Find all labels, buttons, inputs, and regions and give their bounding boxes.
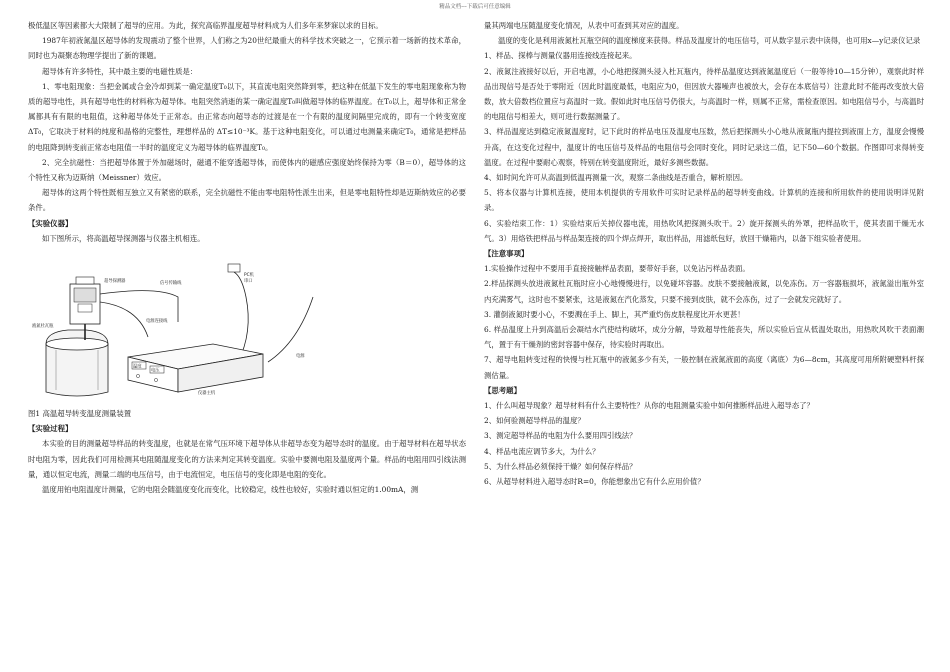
right-column	[484, 18, 924, 489]
paragraph-continuation: 量其两端电压随温度变化情况，从表中可查到其对应的温度。	[484, 21, 684, 30]
paragraph-procedure-1: 本实验的目的测量超导样品的转变温度，也就是在常气压环境下超导体从非超导态变为超导态时的温度。由于超导材料在超导状态时电阻为零，因此我们可用检测其电阻随温度变化的方法来判定其转变温度。实验中要测电阻及温度两个量。样品的电阻用四引线法测量，通以恒定电流，测量二端的电压信号，由于电流恒定，电压信号的变化即是电阻的变化。	[28, 439, 466, 479]
question-item: 4、样品电流应调节多大，为什么？	[484, 446, 600, 456]
label-power: 电源	[296, 354, 305, 360]
heading-instruments: 【实验仪器】	[28, 218, 73, 228]
question-item: 1、什么叫超导现象？超导材料有什么主要特性？从你的电阻测量实验中如何推断样品进入超导态了？	[484, 401, 814, 411]
question-item: 2、如何验测超导样品的温度？	[484, 416, 585, 426]
note-item: 7、超导电阻转变过程的快慢与杜瓦瓶中的液氮多少有关，一般控制在液氮液面的高度（离底）为6—8cm，其高度可用所附硬塑料杆探测估量。	[484, 355, 924, 380]
host-unit	[128, 344, 263, 392]
note-item: 6. 样品温度上升到高温后会凝结水汽使结构破坏，成分分解，导致超导性能丧失，所以实验后宜从低温处取出，用热吹风吹干表面潮气，置于有干燥剂的密封容器中保存，待实验时再取出。	[484, 325, 924, 350]
step-item: 6、实验结束工作：1）实验结束后关掉仪器电流，用热吹风把探测头吹干。2）旋开探测头的外罩，把样品吹干，使其表面干燥无水气。3）用烙铁把样品与样品架连接的四个焊点焊开，取出样品，用滤纸包好，放回干燥箱内，以备下组实验者使用。	[484, 218, 924, 243]
question-item: 3、测定超导样品的电阻为什么要用四引线法？	[484, 431, 637, 441]
heading-procedure: 【实验过程】	[28, 424, 73, 434]
paragraph-procedure-2: 温度用铂电阻温度计测量，它的电阻会随温度变化而变化，比较稳定，线性也较好，实验时通以恒定的1.00mA，测	[42, 485, 419, 495]
apparatus-figure	[28, 252, 328, 402]
note-item: 3. 灌倒液氮时要小心，不要溅在手上、脚上，其严重灼伤皮肤程度比开水更甚！	[484, 309, 745, 319]
left-column	[28, 18, 466, 497]
label-power-cable: 电源连接线	[146, 319, 168, 325]
label-host: 仪器主机	[198, 391, 216, 397]
label-probe: 超导探测器	[104, 279, 126, 285]
panel-label-volt: 电压	[151, 368, 160, 374]
panel-label-temp: 温度	[133, 364, 142, 370]
paragraph-sample-temp: 温度的变化是利用液氮杜瓦瓶空间的温度梯度来获得。样品及温度计的电压信号，可从数字显示表中读得，也可用x—y记录仪记录	[498, 36, 921, 46]
pc-port-connector	[228, 264, 240, 272]
label-dewar: 液氮杜瓦瓶	[32, 324, 54, 330]
step-item: 2、液氮注液接好以后，开启电源，小心地把探测头浸入杜瓦瓶内，待样品温度达到液氮温度后（一般等待10—15分钟），观察此时样品出现信号是否处于零附近（因此时温度最低，电阻应为0，但因放大器噪声也被放大，会存在本底信号）注意此时不能再改变放大倍数，放大倍数档位置应与高温时一致。假如此时电压信号仍很大，与高温时一样，则属不正常，需检查原因。如电阻信号小，与高温时的电阻信号相差大，则可进行数据测量了。	[484, 66, 924, 122]
paragraph-1987: 1987年初液氮温区超导体的发现震动了整个世界，人们称之为20世纪最重大的科学技术突破之一，它预示着一场新的技术革命，同时也为凝聚态物理学提出了新的课题。	[28, 36, 466, 61]
label-pc: PC机	[244, 273, 254, 279]
heading-notes: 【注意事项】	[484, 249, 529, 259]
label-signal-cable: 信号传输线	[160, 281, 182, 287]
paragraph-zero-resistance: 1、零电阻现象：当把金属或合金冷却到某一确定温度T₀以下，其直流电阻突然降到零，把这种在低温下发生的零电阻现象称为物质的超导电性，具有超导电性的材料称为超导体。电阻突然消逝的某一确定温度T₀叫做超导体的临界温度。在T₀以上，超导体和正常金属都具有有限的电阻值，这种超导体处于正常态。由正常态向超导态的过渡是在一个有限的温度间隔里完成的，即有一个转变宽度 ΔT₀，它取决于材料的纯度和晶格的完整性，理想样品的 ΔT≤10⁻³K。基于这种电阻变化，可以通过电测量来确定T₀，通常是把样品的电阻降到转变前正常态电阻值一半时的温度定义为超导体的临界温度T₀。	[28, 81, 466, 152]
step-item: 3、样品温度达到稳定液氮温度时，记下此时的样品电压及温度电压数，然后把探测头小心地从液氮瓶内提拉到液面上方，温度会慢慢升高，在这变化过程中，温度计的电压信号及样品的电阻信号会同时变化，同时记录这二值，记下50—60个数据。作图即可求得转变温度。在过程中要耐心观察，特别在转变温度附近，最好多测些数据。	[484, 127, 924, 167]
paragraph-instruments: 如下图所示，将高温超导探测器与仪器主机相连。	[42, 233, 205, 243]
paragraph-diamagnetism: 2、完全抗磁性：当把超导体置于外加磁场时，磁通不能穿透超导体，而使体内的磁感应强度始终保持为零（B＝0），超导体的这个特性又称为迈斯纳（Meissner）效应。	[28, 157, 466, 183]
page-header: 精品文档---下载后可任意编辑	[439, 4, 511, 10]
step-item: 1、样品、探棒与测量仪器用连接线连接起来。	[484, 51, 637, 61]
figure-caption: 图1 高温超导转变温度测量装置	[28, 409, 132, 419]
note-item: 2.样品探测头放进液氮杜瓦瓶时应小心地慢慢进行，以免碰坏容器。皮肤不要接触液氮，以免冻伤。万一容器瓶损坏，液氮溢出瓶外室内充满雾气，这时也不要紧张，这是液氮在汽化蒸发，只要不接到皮肤，就不会冻伤，过了一会就发完就好了。	[484, 279, 924, 304]
heading-questions: 【思考题】	[484, 385, 521, 395]
paragraph-intro: 极低温区等因素都大大限制了超导的应用。为此，探究高临界温度超导材料成为人们多年来梦寐以求的目标。	[28, 21, 383, 30]
note-item: 1.实验操作过程中不要用手直接接触样品表面，要带好手套，以免沾污样品表面。	[484, 264, 750, 274]
apparatus-drawing	[28, 252, 328, 402]
paragraph-properties: 超导体有许多特性，其中最主要的电磁性质是：	[42, 66, 198, 76]
question-item: 6、从超导材料进入超导态时R=0，你能想象出它有什么应用价值？	[484, 477, 705, 487]
step-item: 5、将本仪器与计算机连接，使用本机提供的专用软件可实时记录样品的超导转变曲线。计算机的连接和所用软件的使用说明详见附录。	[484, 188, 924, 213]
question-item: 5、为什么样品必须保持干燥？如何保存样品？	[484, 461, 637, 471]
dewar-flask	[46, 330, 108, 396]
paragraph-independence: 超导体的这两个特性既相互独立又有紧密的联系，完全抗磁性不能由零电阻特性派生出来，但是零电阻特性却是迈斯纳效应的必要条件。	[28, 188, 466, 213]
step-item: 4、如时间允许可从高温到低温再测量一次，观察二条曲线是否重合，解析原因。	[484, 173, 748, 183]
label-pc-port: 串口	[244, 279, 253, 285]
